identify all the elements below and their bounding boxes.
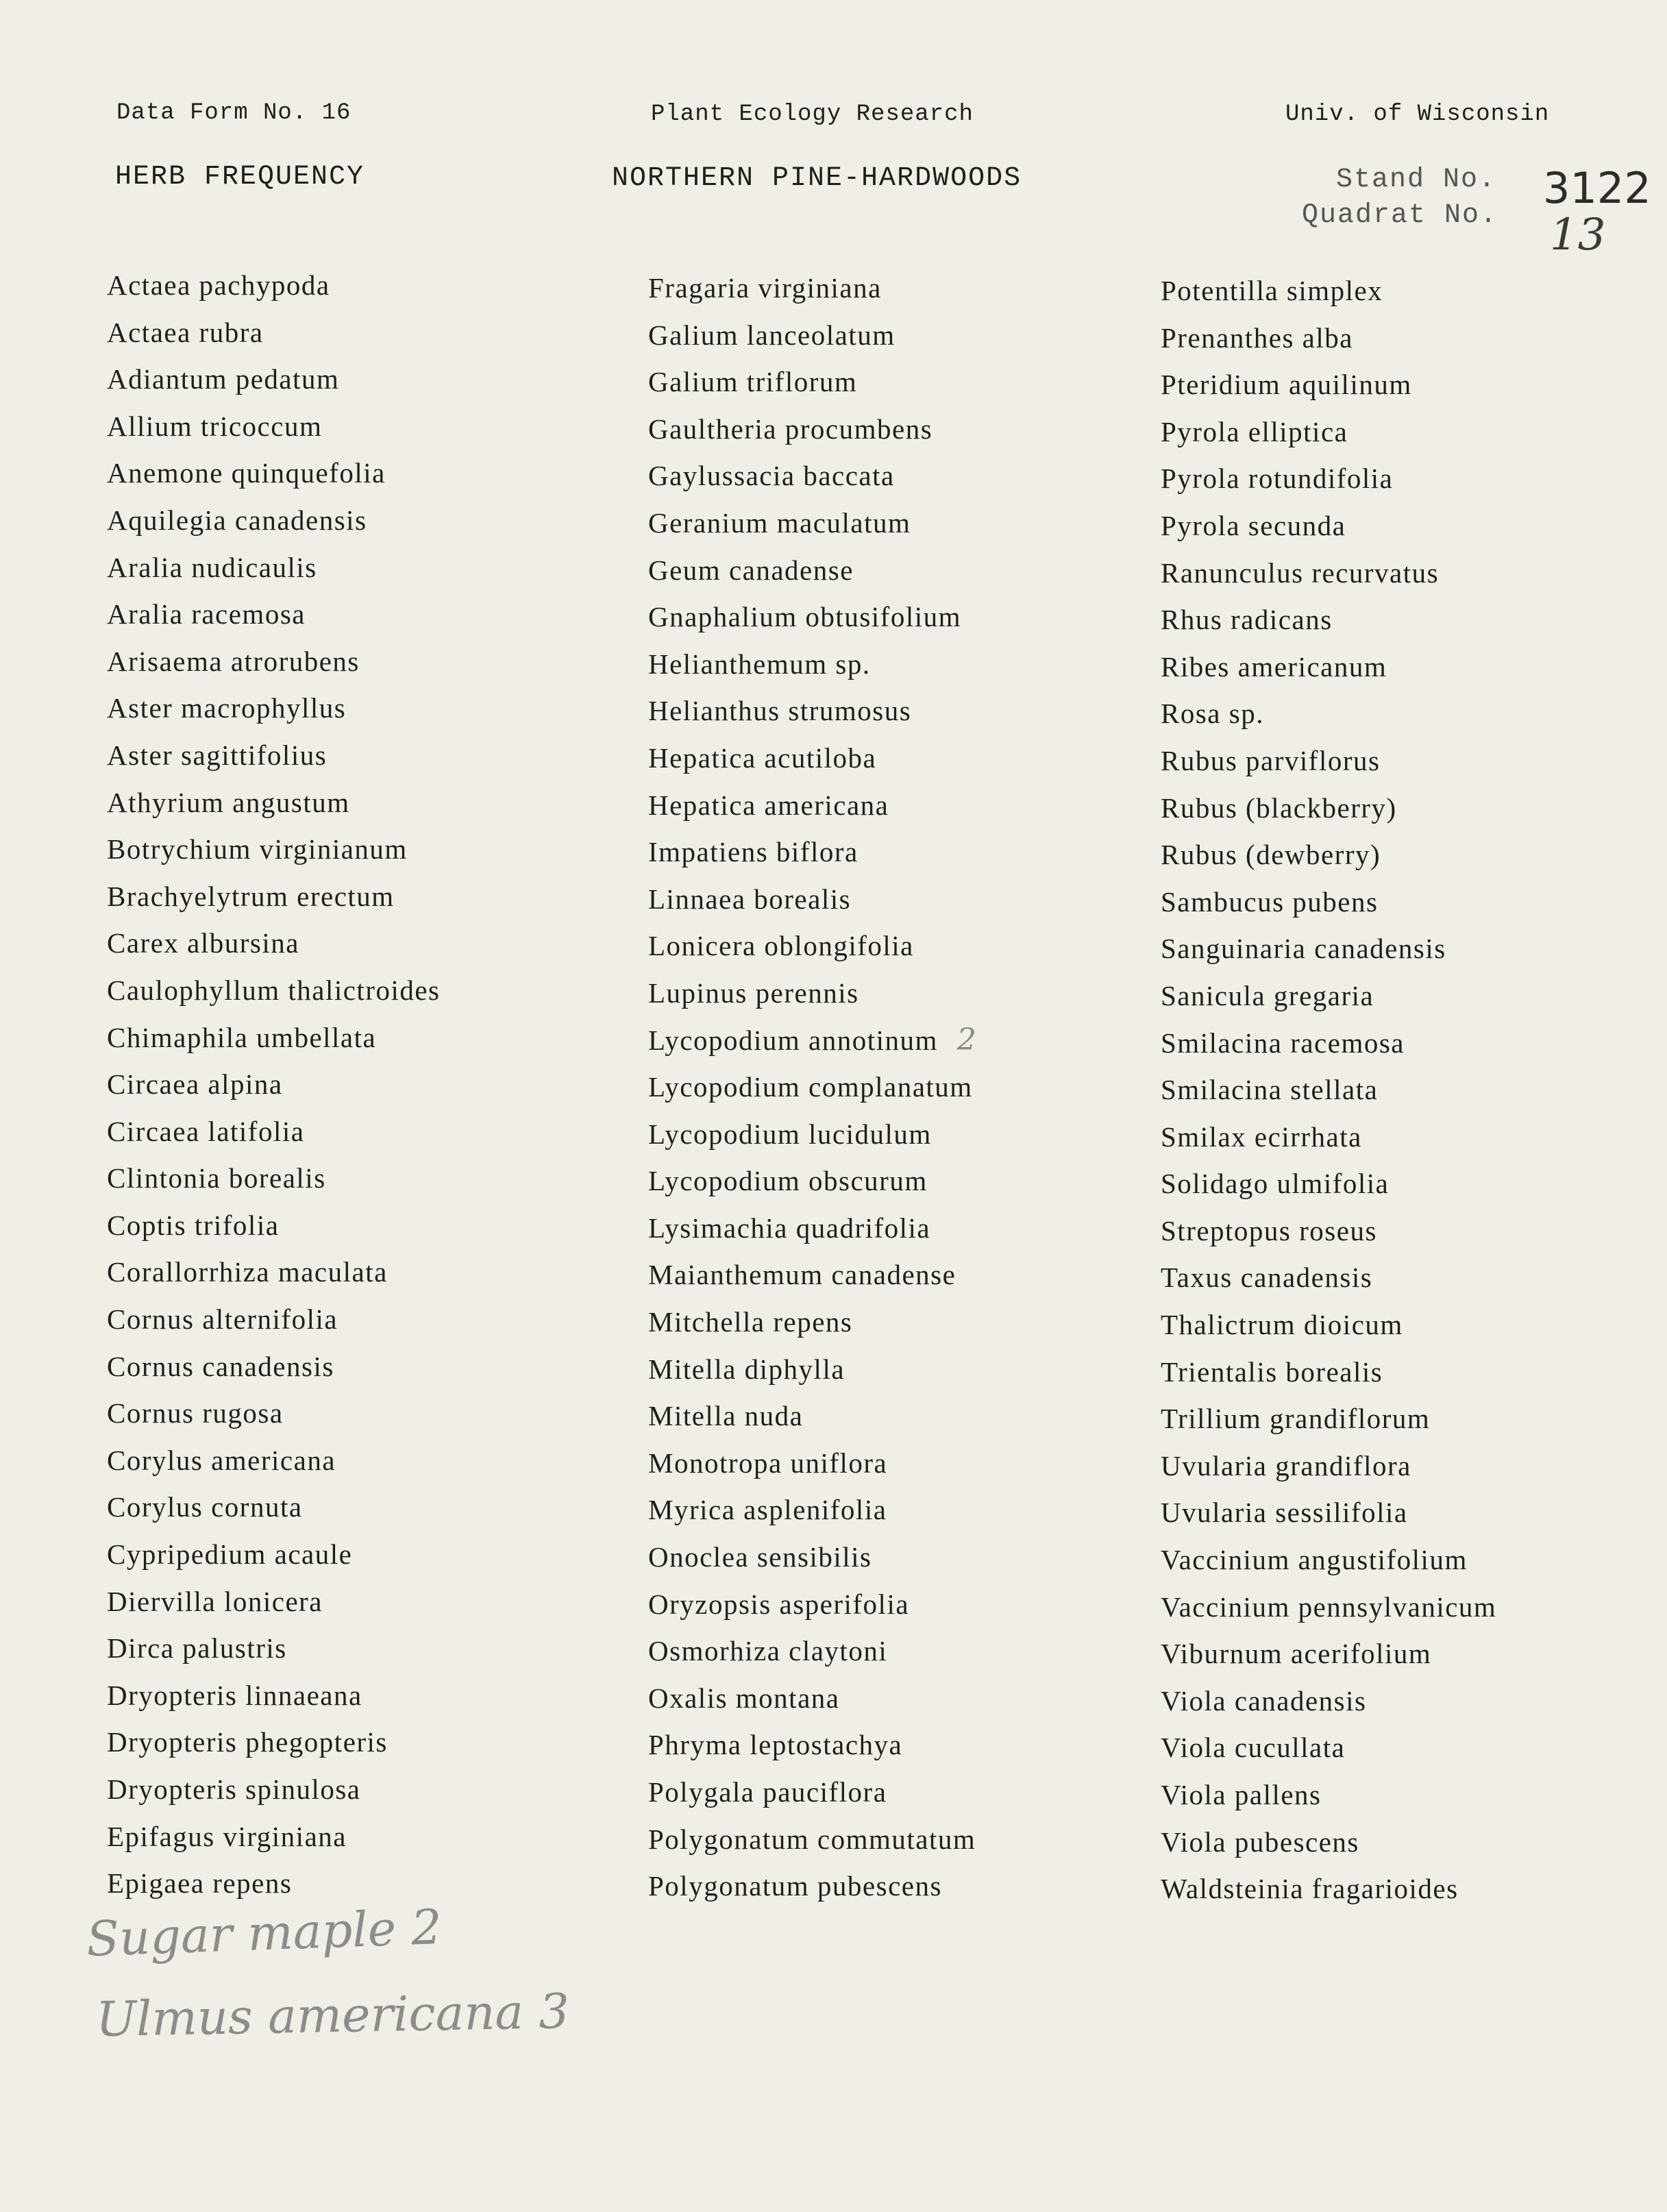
species-item: Gaylussacia baccata [648,460,895,492]
species-item: Aster sagittifolius [107,739,328,771]
species-item: Oxalis montana [648,1682,840,1714]
species-item: Viola pubescens [1161,1826,1359,1858]
species-item: Potentilla simplex [1161,275,1383,306]
species-item: Vaccinium angustifolium [1161,1544,1468,1576]
species-item: Onoclea sensibilis [648,1541,872,1573]
species-item: Athyrium angustum [107,786,350,818]
species-item: Aralia racemosa [107,598,306,630]
species-item: Hepatica acutiloba [648,741,877,774]
species-item: Smilax ecirrhata [1161,1120,1362,1153]
species-item: Monotropa uniflora [648,1447,888,1479]
species-item: Viburnum acerifolium [1161,1638,1432,1670]
species-item: Chimaphila umbellata [107,1021,377,1053]
species-item: Lycopodium complanatum [648,1071,973,1103]
species-item: Corallorrhiza maculata [107,1256,388,1288]
species-item: Circaea alpina [107,1068,283,1101]
species-item: Lycopodium lucidulum [648,1118,932,1150]
organization: Plant Ecology Research [651,101,974,127]
species-item: Galium lanceolatum [648,319,896,351]
species-column-1 [107,266,441,1911]
species-item: Botrychium virginianum [107,833,408,865]
species-item: Dryopteris spinulosa [107,1773,361,1805]
species-item: Cornus alternifolia [107,1303,338,1336]
species-item-label: Lycopodium annotinum [648,1024,938,1056]
species-item: Fragaria virginiana [648,272,882,304]
species-item: Osmorhiza claytoni [648,1635,888,1667]
species-item: Pteridium aquilinum [1161,369,1412,401]
species-item: Pyrola rotundifolia [1161,463,1394,495]
handwritten-note-1: Sugar maple 2 [85,1898,443,1968]
species-item: Gaultheria procumbens [648,413,933,445]
species-item: Pyrola secunda [1161,509,1346,541]
quadrat-label: Quadrat No. [1302,200,1498,231]
species-item: Geranium maculatum [648,506,911,539]
species-item: Geum canadense [648,554,854,586]
form-title: HERB FREQUENCY [115,162,365,193]
species-item: Prenanthes alba [1161,321,1353,354]
species-item: Rubus (blackberry) [1161,791,1397,824]
species-item: Actaea pachypoda [107,269,330,301]
species-item: Diervilla lonicera [107,1585,323,1617]
species-item: Myrica asplenifolia [648,1494,887,1526]
species-item: Aralia nudicaulis [107,551,317,583]
community-title: NORTHERN PINE-HARDWOODS [612,163,1022,194]
species-item: Clintonia borealis [107,1162,326,1194]
species-item: Pyrola elliptica [1161,415,1348,447]
species-item: Helianthemum sp. [648,648,871,680]
species-item: Cornus rugosa [107,1397,284,1429]
species-item: Corylus cornuta [107,1491,303,1523]
species-item: Hepatica americana [648,789,889,821]
species-item: Ribes americanum [1161,650,1387,683]
species-item: Caulophyllum thalictroides [107,974,441,1006]
species-item: Cornus canadensis [107,1350,334,1382]
university: Univ. of Wisconsin [1285,101,1550,127]
species-item: Epifagus virginiana [107,1820,347,1852]
form-number: Data Form No. 16 [116,100,351,126]
species-item: Carex albursina [107,927,299,959]
species-item: Trientalis borealis [1161,1355,1383,1388]
species-item: Lycopodium obscurum [648,1165,928,1197]
species-item: Oryzopsis asperifolia [648,1588,910,1620]
species-item: Anemone quinquefolia [107,457,386,489]
species-item: Phryma leptostachya [648,1729,903,1761]
species-item: Cypripedium acaule [107,1538,353,1571]
species-item: Polygonatum commutatum [648,1823,976,1855]
species-item: Adiantum pedatum [107,363,340,395]
species-item: Ranunculus recurvatus [1161,556,1440,589]
species-item: Mitella diphylla [648,1353,845,1385]
species-item [648,1021,977,1068]
stand-number-handwritten: 3122 [1543,163,1651,213]
species-item: Epigaea repens [107,1867,293,1900]
species-item: Helianthus strumosus [648,695,912,727]
species-item: Rosa sp. [1161,698,1264,730]
species-item: Dryopteris phegopteris [107,1726,388,1758]
species-item: Lysimachia quadrifolia [648,1212,931,1244]
species-item: Waldsteinia fragarioides [1161,1873,1459,1905]
tally-mark-handwritten: 2 [956,1022,978,1057]
species-item: Smilacina stellata [1161,1074,1379,1106]
species-item: Viola pallens [1161,1779,1322,1810]
quadrat-number-handwritten: 13 [1550,210,1606,260]
species-item: Rubus parviflorus [1161,744,1381,776]
species-item: Corylus americana [107,1444,336,1476]
species-item: Impatiens biflora [648,836,859,868]
handwritten-note-2: Ulmus americana 3 [95,1982,570,2048]
species-item: Linnaea borealis [648,883,852,915]
stand-label: Stand No. [1336,164,1497,195]
species-column-3 [1161,271,1496,1917]
species-item: Arisaema atrorubens [107,645,360,677]
species-item: Aster macrophyllus [107,692,347,724]
species-item: Thalictrum dioicum [1161,1309,1403,1341]
species-item: Smilacina racemosa [1161,1027,1405,1059]
species-item: Vaccinium pennsylvanicum [1161,1590,1497,1623]
species-item: Lonicera oblongifolia [648,930,914,962]
species-item: Mitella nuda [648,1400,804,1432]
species-item: Viola canadensis [1161,1684,1367,1717]
species-item: Dirca palustris [107,1632,287,1664]
species-item: Viola cucullata [1161,1732,1346,1764]
species-item: Rubus (dewberry) [1161,839,1381,871]
species-item: Uvularia sessilifolia [1161,1497,1408,1529]
species-item: Streptopus roseus [1161,1214,1377,1246]
species-item: Actaea rubra [107,316,264,348]
species-item: Maianthemum canadense [648,1259,956,1291]
species-item: Trillium grandiflorum [1161,1403,1431,1435]
species-item: Gnaphalium obtusifolium [648,601,961,633]
species-item: Sanicula gregaria [1161,979,1374,1011]
species-item: Coptis trifolia [107,1209,280,1241]
species-item: Dryopteris linnaeana [107,1679,362,1711]
species-item: Sambucus pubens [1161,885,1379,918]
species-item: Polygonatum pubescens [648,1870,942,1902]
species-item: Brachyelytrum erectum [107,880,395,912]
species-item: Taxus canadensis [1161,1262,1373,1294]
species-item: Lupinus perennis [648,976,859,1009]
species-item: Circaea latifolia [107,1115,305,1147]
species-item: Solidago ulmifolia [1161,1168,1390,1200]
species-item: Sanguinaria canadensis [1161,933,1446,965]
species-item: Allium tricoccum [107,410,323,442]
species-item: Aquilegia canadensis [107,504,367,536]
species-item: Rhus radicans [1161,604,1333,636]
species-column-2 [648,269,977,1914]
species-item: Mitchella repens [648,1306,853,1338]
species-item: Galium triflorum [648,366,858,398]
species-item: Uvularia grandiflora [1161,1449,1411,1482]
species-item: Polygala pauciflora [648,1776,887,1808]
